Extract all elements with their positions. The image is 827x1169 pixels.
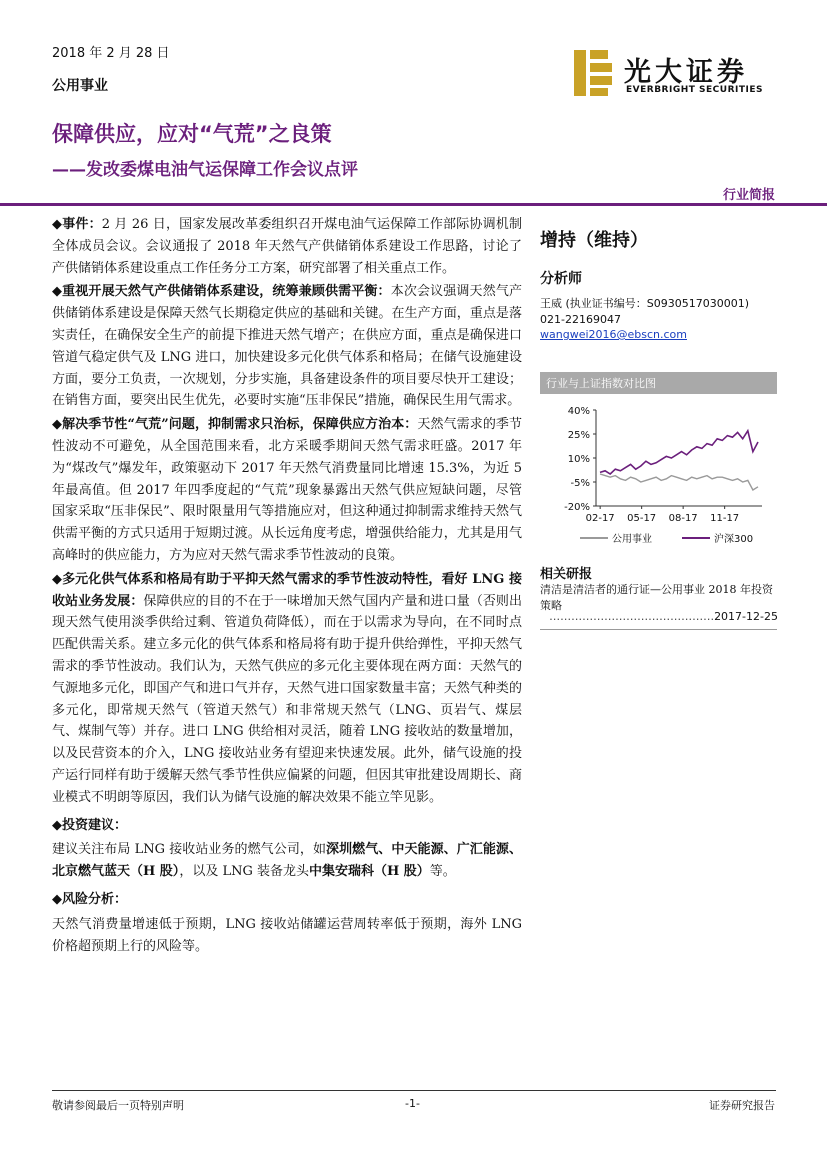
paragraph-event [52, 214, 522, 279]
rating-label: 增持（维持） [540, 230, 648, 251]
analyst-name: 王威 (执业证书编号：S0930517030001) [540, 297, 750, 310]
y-tick-label: 10% [567, 454, 590, 465]
sector-label: 公用事业 [52, 78, 108, 94]
logo-mark-icon [574, 50, 614, 96]
analyst-phone: 021-22169047 [540, 313, 621, 326]
report-type-label: 行业简报 [722, 188, 775, 203]
related-divider [540, 629, 777, 630]
logo-chinese-name: 光大证券 [624, 57, 748, 88]
y-tick-label: 40% [567, 406, 590, 417]
report-date: 2018 年 2 月 28 日 [52, 46, 170, 61]
leader-dots: ……………………………………… [549, 610, 715, 623]
recommended-stock-equipment: 中集安瑞科（H 股） [308, 864, 430, 880]
paragraph-text: 等。 [429, 864, 456, 880]
related-date-value: 2017-12-25 [714, 610, 778, 623]
y-tick-label: -20% [564, 502, 590, 513]
analyst-email-link[interactable]: wangwei2016@ebscn.com [540, 328, 687, 341]
paragraph-text: 建议关注布局 LNG 接收站业务的燃气公司，如 [52, 842, 327, 858]
paragraph-lng [52, 569, 522, 809]
footer-disclaimer: 敬请参阅最后一页特别声明 [52, 1099, 184, 1112]
related-research-title[interactable]: 清洁是清洁者的通行证—公用事业 2018 年投资策略 [540, 583, 773, 612]
paragraph-risk: 天然气消费量增速低于预期，LNG 接收站储罐运营周转率低于预期，海外 LNG 价格超预期上行的风险等。 [52, 916, 522, 954]
risk-heading: ◆风险分析： [52, 891, 127, 907]
y-tick-label: -5% [570, 478, 590, 489]
paragraph-text: ，以及 LNG 装备龙头 [179, 864, 309, 880]
recommended-stocks: 深圳燃气、中天能源、广汇能源、北京燃气蓝天（H 股） [52, 842, 522, 880]
report-title: 保障供应，应对“气荒”之良策 [52, 122, 332, 146]
paragraph-text: 保障供应的目的不在于一味增加天然气国内产量和进口量（否则出现天然气使用淡季供给过剩、管道负荷降低），而在于以需求为导向，在不同时点匹配供需关系。建立多元化的供气体系和格局将有助于提升供给弹性，平抑天然气需求的季节性波动。我们认为，天然气供应的多元化主要体现在两方面：天然气的气源地多元化，即国产气和进口气并存，天然气进口国家数量丰富；天然气种类的多元化，即常规天然气（管道天然气）和非常规天然气（LNG、页岩气、煤层气、煤制气等）并存。进口 LNG 供给相对灵活，随着 LNG 接收站的数量增加，以及民营资本的介入，LNG 接收站业务有望迎来快速发展。此外，储气设施的投产运行同样有助于缓解天然气季节性供应偏紧的问题，但因其审批建设周期长、商业模式不明朗等原因，我们认为储气设施的解决效果不能立竿见影。 [52, 593, 522, 805]
investment-heading: ◆投资建议： [52, 817, 127, 833]
y-tick-label: 25% [567, 430, 590, 441]
legend-item-2-label: 沪深300 [714, 534, 754, 545]
analyst-heading: 分析师 [540, 271, 582, 287]
related-research-heading: 相关研报 [540, 567, 593, 582]
series-line-csi300 [600, 474, 758, 490]
series-line-utilities [600, 431, 758, 474]
paragraph-lead: ◆事件： [52, 217, 102, 232]
logo-english-name: EVERBRIGHT SECURITIES [626, 85, 763, 95]
main-body [52, 214, 522, 958]
header-divider [0, 203, 827, 206]
paragraph-text: 本次会议强调天然气产供储销体系建设是保障天然气长期稳定供应的基础和关键。在生产方面，重点是落实责任，在确保安全生产的前提下推进天然气增产；在供应方面，重点是确保进口管道气稳定供气及 LNG 进口，加快建设多元化供气体系和格局；在储气设施建设方面，要分工负责，一次规划，分步实施，具备建设条件的项目要尽快开工建设；在销售方面，要突出民生优先，必要时实施“压非保民”措施，确保民生用气需求。 [52, 284, 522, 409]
index-comparison-chart [540, 400, 777, 550]
chart-title: 行业与上证指数对比图 [546, 377, 656, 390]
paragraph-investment [52, 839, 522, 883]
x-tick-label: 05-17 [627, 513, 657, 524]
paragraph-text: 2 月 26 日，国家发展改革委组织召开煤电油气运保障工作部际协调机制全体成员会议。会议通报了 2018 年天然气产供储销体系建设工作思路，讨论了产供储销体系建设重点工作任务分工方案，研究部署了相关重点工作。 [52, 217, 522, 276]
x-tick-label: 11-17 [710, 513, 740, 524]
paragraph-lead: ◆多元化供气体系和格局有助于平抑天然气需求的季节性波动特性，看好 LNG 接收站业务发展： [52, 571, 522, 609]
paragraph-lead: ◆解决季节性“气荒”问题，抑制需求只治标，保障供应方治本： [52, 417, 418, 433]
x-tick-label: 02-17 [585, 513, 615, 524]
page-number: -1- [405, 1097, 420, 1110]
footer-report-label: 证券研究报告 [709, 1099, 775, 1112]
paragraph-lead: ◆重视开展天然气产供储销体系建设，统筹兼顾供需平衡： [52, 284, 391, 300]
chart-title-bar [540, 372, 777, 394]
x-tick-label: 08-17 [668, 513, 698, 524]
company-logo [574, 50, 779, 98]
related-research-date [546, 610, 778, 623]
paragraph-text: 天然气需求的季节性波动不可避免，从全国范围来看，北方采暖季期间天然气需求旺盛。2017 年为“煤改气”爆发年，政策驱动下 2017 年天然气消费量同比增速 15.3%，为近 5 年最高值。但 2017 年四季度起的“气荒”现象暴露出天然气供应短缺问题，尽管国家采取“压非保民”、限时限量用气等措施应对，但这种通过抑制需求维持天然气供需平衡的方式只适用于短期过渡。从长远角度考虑，增强供给能力，尤其是用气高峰时的供应能力，方为应对天然气需求季节性波动的良策。 [52, 417, 522, 563]
footer-divider [52, 1090, 776, 1091]
paragraph-supply-system [52, 281, 522, 412]
report-subtitle: ——发改委煤电油气运保障工作会议点评 [52, 160, 358, 180]
paragraph-gas-shortage [52, 414, 522, 567]
legend-item-1-label: 公用事业 [612, 534, 652, 545]
